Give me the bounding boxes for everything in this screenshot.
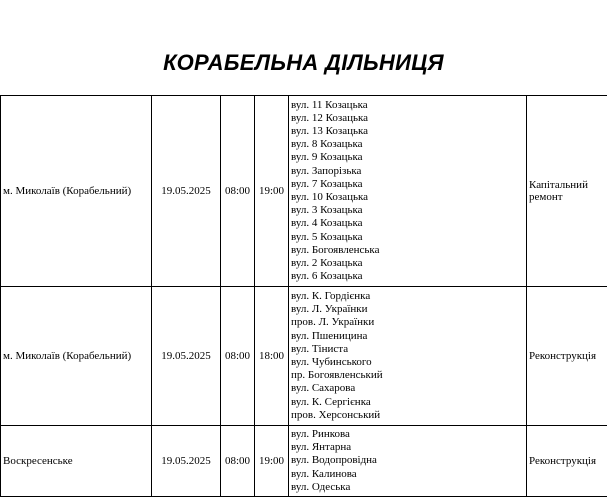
street-item: вул. 6 Козацька	[291, 270, 363, 283]
location-cell: Воскресенське	[1, 426, 152, 497]
date-cell: 19.05.2025	[152, 426, 221, 497]
street-item: вул. Янтарна	[291, 441, 352, 454]
street-item: вул. Ринкова	[291, 427, 350, 440]
streets-cell	[289, 96, 527, 287]
street-item: пров. Л. Українки	[291, 316, 375, 329]
table-row	[1, 426, 607, 497]
street-item: вул. 10 Козацька	[291, 191, 369, 203]
street-item: вул. Богоявленська	[291, 243, 380, 256]
start-time-cell: 08:00	[221, 426, 255, 497]
street-item: вул. Калинова	[291, 467, 357, 480]
location-cell: м. Миколаїв (Корабельний)	[1, 96, 152, 287]
street-item: вул. К. Гордієнка	[291, 289, 371, 302]
street-item: вул. 12 Козацька	[291, 111, 369, 124]
street-item: вул. 3 Козацька	[291, 204, 363, 217]
date-cell: 19.05.2025	[152, 96, 221, 287]
table-row	[1, 96, 607, 287]
streets-cell	[289, 287, 527, 426]
street-item: вул. Л. Українки	[291, 303, 368, 316]
street-item: вул. К. Сергієнка	[291, 395, 371, 408]
page-title: КОРАБЕЛЬНА ДІЛЬНИЦЯ	[163, 50, 444, 75]
street-item: вул. Чубинського	[291, 356, 372, 368]
table-row	[1, 287, 607, 426]
street-item: вул. Пшеницина	[291, 329, 368, 342]
street-item: вул. 8 Козацька	[291, 138, 363, 151]
outage-schedule-table	[0, 95, 607, 497]
street-item: вул. 5 Козацька	[291, 230, 363, 243]
start-time-cell: 08:00	[221, 287, 255, 426]
work-type-cell: Капітальний ремонт	[527, 96, 607, 287]
street-item: вул. 11 Козацька	[291, 98, 368, 111]
street-item: вул. 13 Козацька	[291, 124, 369, 137]
street-item: пр. Богоявленський	[291, 369, 383, 382]
street-item: вул. 7 Козацька	[291, 177, 363, 190]
end-time-cell: 18:00	[255, 287, 289, 426]
street-item: вул. 9 Козацька	[291, 151, 363, 164]
street-item: вул. 4 Козацька	[291, 217, 363, 230]
end-time-cell: 19:00	[255, 96, 289, 287]
street-item: вул. Одеська	[291, 480, 351, 493]
date-cell: 19.05.2025	[152, 287, 221, 426]
work-type-cell: Реконструкція	[527, 426, 607, 497]
street-item: вул. Запорізька	[291, 164, 362, 177]
end-time-cell: 19:00	[255, 426, 289, 497]
work-type-cell: Реконструкція	[527, 287, 607, 426]
street-item: вул. Тіниста	[291, 342, 349, 355]
start-time-cell: 08:00	[221, 96, 255, 287]
location-cell: м. Миколаїв (Корабельний)	[1, 287, 152, 426]
street-item: вул. Сахарова	[291, 382, 356, 395]
street-item: вул. 2 Козацька	[291, 257, 363, 270]
street-item: пров. Херсонський	[291, 408, 381, 421]
street-item: вул. Водопровідна	[291, 454, 377, 467]
streets-cell	[289, 426, 527, 497]
